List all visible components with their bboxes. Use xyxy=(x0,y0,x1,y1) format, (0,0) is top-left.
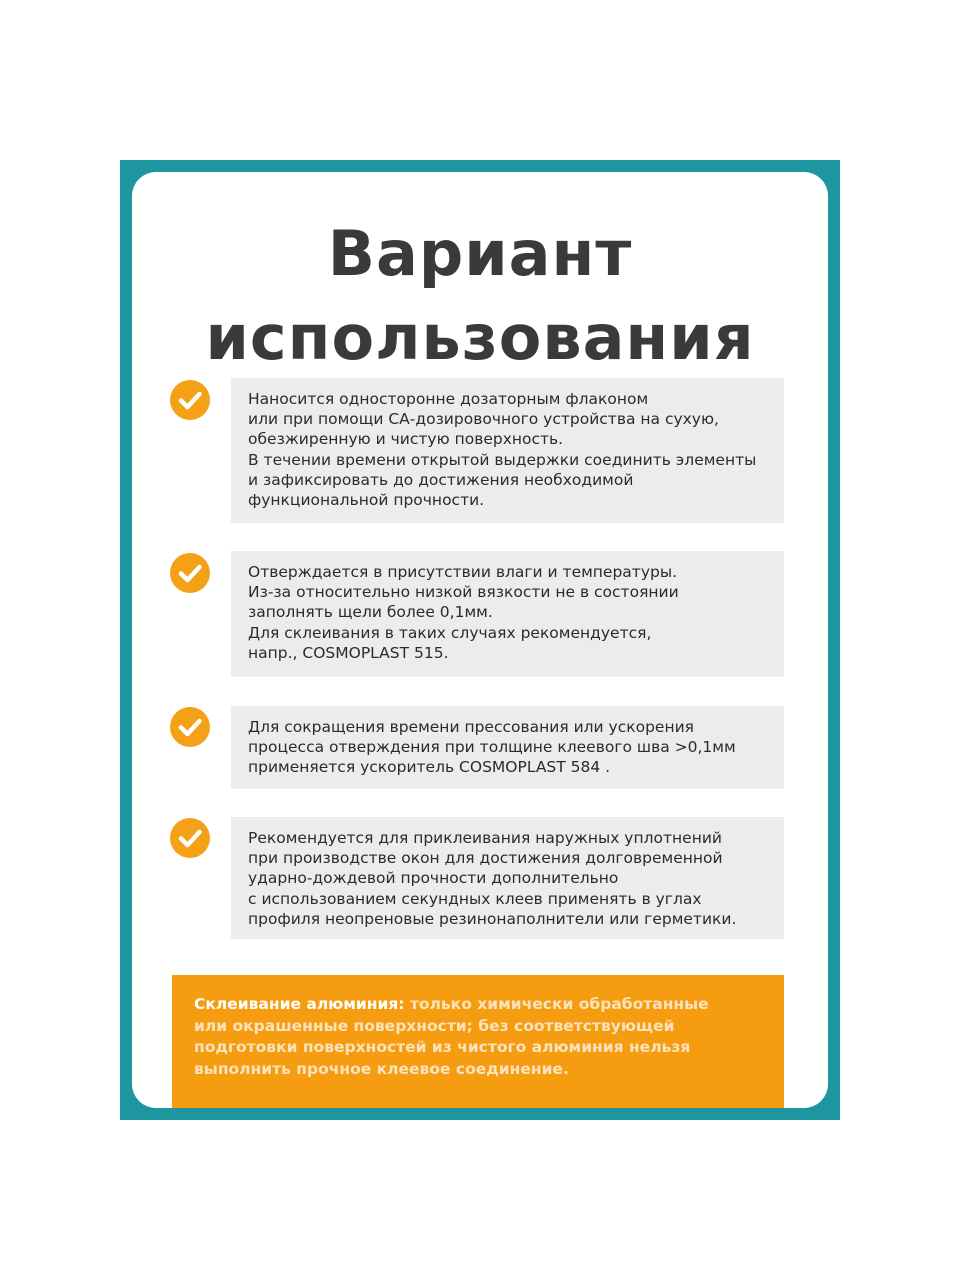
text-line: или при помощи СА-дозировочного устройства на сухую, xyxy=(248,410,719,429)
text-line: Отверждается в присутствии влаги и температуры. xyxy=(248,563,678,581)
check-circle-icon xyxy=(170,553,210,593)
check-circle-icon xyxy=(170,707,210,747)
content-card xyxy=(132,172,828,1108)
text-line: Для склеивания в таких случаях рекомендуется, xyxy=(248,623,652,642)
text-line: обезжиренную и чистую поверхность. xyxy=(248,430,564,449)
title-line-1: Вариант xyxy=(327,217,633,290)
text-line: В течении времени открытой выдержки соединить элементы xyxy=(248,450,757,469)
note-line: подготовки поверхностей из чистого алюминия нельзя xyxy=(194,1038,691,1057)
text-line: Рекомендуется для приклеивания наружных уплотнений xyxy=(248,829,722,847)
usage-text-box xyxy=(231,706,784,789)
aluminium-note xyxy=(172,975,784,1108)
note-highlight: Склеивание алюминия: xyxy=(194,995,405,1013)
text-line: ударно-дождевой прочности дополнительно xyxy=(248,869,619,888)
text-line: Для сокращения времени прессования или ускорения xyxy=(248,718,694,736)
note-line: выполнить прочное клеевое соединение. xyxy=(194,1059,569,1078)
text-line: Из-за относительно низкой вязкости не в состоянии xyxy=(248,583,679,602)
check-circle-icon xyxy=(170,380,210,420)
text-line: применяется ускоритель COSMOPLAST 584 . xyxy=(248,758,611,777)
text-line: и зафиксировать до достижения необходимой xyxy=(248,470,634,489)
usage-text-box xyxy=(231,378,784,523)
text-line: заполнять щели более 0,1мм. xyxy=(248,603,493,622)
text-line: Наносится односторонне дозаторным флаконом xyxy=(248,390,649,408)
usage-text-box xyxy=(231,551,784,677)
text-line: профиля неопреновые резинонаполнители или герметики. xyxy=(248,909,737,928)
text-line: функциональной прочности. xyxy=(248,491,485,510)
text-line: с использованием секундных клеев применять в углах xyxy=(248,889,702,908)
text-line: процесса отверждения при толщине клеевого шва >0,1мм xyxy=(248,738,736,757)
usage-text-box xyxy=(231,817,784,939)
text-line: при производстве окон для достижения долговременной xyxy=(248,849,723,868)
note-line-1-rest: только химически обработанные xyxy=(404,995,709,1013)
page-title xyxy=(132,212,828,380)
check-circle-icon xyxy=(170,818,210,858)
teal-frame xyxy=(120,160,840,1120)
note-line xyxy=(194,994,764,1016)
note-line: или окрашенные поверхности; без соответствующей xyxy=(194,1016,675,1035)
title-line-2: использования xyxy=(205,301,755,374)
text-line: напр., COSMOPLAST 515. xyxy=(248,643,449,662)
